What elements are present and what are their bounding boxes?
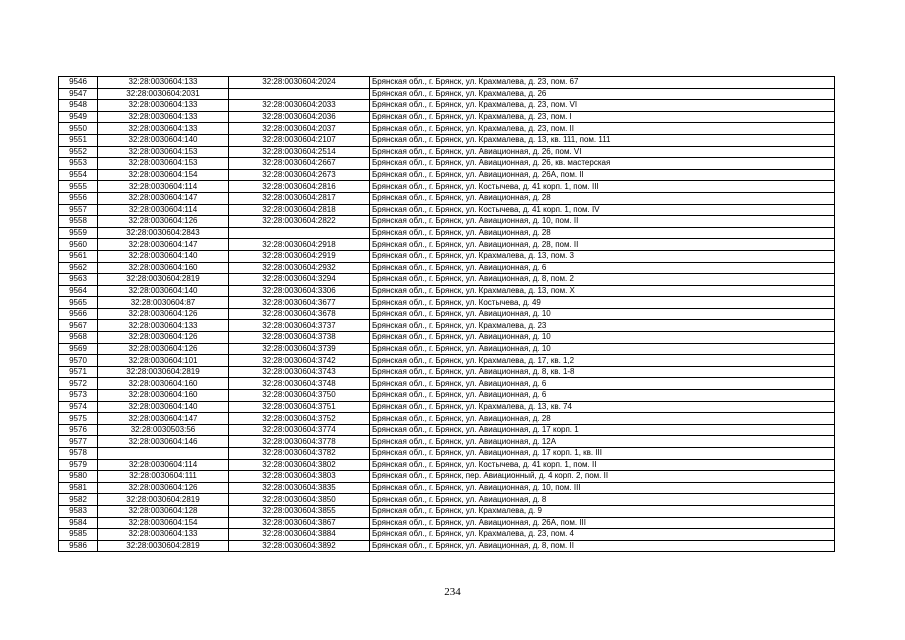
object-number-cell: 32:28:0030604:3750 [229, 390, 370, 402]
row-number-cell: 9561 [59, 250, 98, 262]
row-number-cell: 9575 [59, 413, 98, 425]
parcel-number-cell: 32:28:0030604:133 [98, 77, 229, 89]
parcel-number-cell: 32:28:0030604:87 [98, 297, 229, 309]
table-row [59, 250, 835, 262]
row-number-cell: 9559 [59, 227, 98, 239]
row-number-cell: 9564 [59, 285, 98, 297]
object-number-cell: 32:28:0030604:3803 [229, 471, 370, 483]
row-number-cell: 9586 [59, 540, 98, 552]
parcel-number-cell: 32:28:0030604:126 [98, 482, 229, 494]
table-row [59, 529, 835, 541]
table-row [59, 448, 835, 460]
row-number-cell: 9558 [59, 216, 98, 228]
address-cell: Брянская обл., г. Брянск, ул. Авиационная, д. 10, пом. III [370, 482, 835, 494]
parcel-number-cell: 32:28:0030604:101 [98, 355, 229, 367]
object-number-cell: 32:28:0030604:2667 [229, 158, 370, 170]
address-cell: Брянская обл., г. Брянск, ул. Крахмалева, д. 23 [370, 320, 835, 332]
row-number-cell: 9553 [59, 158, 98, 170]
table-row [59, 158, 835, 170]
object-number-cell: 32:28:0030604:3778 [229, 436, 370, 448]
row-number-cell: 9582 [59, 494, 98, 506]
row-number-cell: 9554 [59, 169, 98, 181]
row-number-cell: 9560 [59, 239, 98, 251]
object-number-cell: 32:28:0030604:3752 [229, 413, 370, 425]
object-number-cell: 32:28:0030604:2107 [229, 134, 370, 146]
parcel-number-cell: 32:28:0030604:140 [98, 401, 229, 413]
address-cell: Брянская обл., г. Брянск, ул. Авиационная, д. 17 корп. 1 [370, 424, 835, 436]
object-number-cell: 32:28:0030604:3855 [229, 505, 370, 517]
address-cell: Брянская обл., г. Брянск, ул. Авиационная, д. 28 [370, 413, 835, 425]
object-number-cell: 32:28:0030604:2919 [229, 250, 370, 262]
parcel-number-cell: 32:28:0030604:126 [98, 343, 229, 355]
address-cell: Брянская обл., г. Брянск, ул. Крахмалева, д. 13, пом. 3 [370, 250, 835, 262]
parcel-number-cell: 32:28:0030604:2819 [98, 494, 229, 506]
parcel-number-cell: 32:28:0030604:2819 [98, 540, 229, 552]
parcel-number-cell: 32:28:0030604:153 [98, 146, 229, 158]
parcel-number-cell: 32:28:0030604:160 [98, 378, 229, 390]
row-number-cell: 9585 [59, 529, 98, 541]
address-cell: Брянская обл., г. Брянск, ул. Авиационная, д. 8, кв. 1-8 [370, 366, 835, 378]
parcel-number-cell: 32:28:0030604:153 [98, 158, 229, 170]
object-number-cell: 32:28:0030604:3867 [229, 517, 370, 529]
object-number-cell: 32:28:0030604:2024 [229, 77, 370, 89]
address-cell: Брянская обл., г. Брянск, ул. Крахмалева, д. 23, пом. 4 [370, 529, 835, 541]
address-cell: Брянская обл., г. Брянск, ул. Авиационная, д. 26, пом. VI [370, 146, 835, 158]
table-row [59, 100, 835, 112]
table-row [59, 471, 835, 483]
table-row [59, 424, 835, 436]
parcel-number-cell: 32:28:0030604:146 [98, 436, 229, 448]
row-number-cell: 9573 [59, 390, 98, 402]
address-cell: Брянская обл., г. Брянск, ул. Крахмалева, д. 13, пом. Х [370, 285, 835, 297]
parcel-number-cell [98, 448, 229, 460]
parcel-number-cell: 32:28:0030604:128 [98, 505, 229, 517]
parcel-number-cell: 32:28:0030604:2031 [98, 88, 229, 100]
object-number-cell: 32:28:0030604:2817 [229, 192, 370, 204]
row-number-cell: 9548 [59, 100, 98, 112]
table-row [59, 494, 835, 506]
address-cell: Брянская обл., г. Брянск, ул. Костычева, д. 41 корп. 1, пом. III [370, 181, 835, 193]
registry-table [58, 76, 835, 552]
object-number-cell: 32:28:0030604:3294 [229, 274, 370, 286]
address-cell: Брянская обл., г. Брянск, ул. Авиационная, д. 6 [370, 378, 835, 390]
address-cell: Брянская обл., г. Брянск, ул. Авиационная, д. 26, кв. мастерская [370, 158, 835, 170]
row-number-cell: 9556 [59, 192, 98, 204]
parcel-number-cell: 32:28:0030604:126 [98, 332, 229, 344]
row-number-cell: 9574 [59, 401, 98, 413]
address-cell: Брянская обл., г. Брянск, ул. Крахмалева, д. 23, пом. 67 [370, 77, 835, 89]
row-number-cell: 9562 [59, 262, 98, 274]
table-row [59, 413, 835, 425]
object-number-cell: 32:28:0030604:3306 [229, 285, 370, 297]
row-number-cell: 9572 [59, 378, 98, 390]
row-number-cell: 9571 [59, 366, 98, 378]
address-cell: Брянская обл., г. Брянск, ул. Авиационная, д. 6 [370, 262, 835, 274]
row-number-cell: 9569 [59, 343, 98, 355]
object-number-cell: 32:28:0030604:3774 [229, 424, 370, 436]
row-number-cell: 9546 [59, 77, 98, 89]
row-number-cell: 9552 [59, 146, 98, 158]
table-row [59, 204, 835, 216]
table-row [59, 134, 835, 146]
table-row [59, 505, 835, 517]
object-number-cell: 32:28:0030604:3892 [229, 540, 370, 552]
parcel-number-cell: 32:28:0030604:2819 [98, 274, 229, 286]
row-number-cell: 9576 [59, 424, 98, 436]
table-row [59, 239, 835, 251]
table-row [59, 401, 835, 413]
address-cell: Брянская обл., г. Брянск, ул. Авиационная, д. 17 корп. 1, кв. III [370, 448, 835, 460]
object-number-cell: 32:28:0030604:3835 [229, 482, 370, 494]
table-row [59, 459, 835, 471]
table-row [59, 436, 835, 448]
object-number-cell: 32:28:0030604:2037 [229, 123, 370, 135]
parcel-number-cell: 32:28:0030604:154 [98, 169, 229, 181]
table-row [59, 540, 835, 552]
table-row [59, 390, 835, 402]
object-number-cell: 32:28:0030604:3782 [229, 448, 370, 460]
row-number-cell: 9581 [59, 482, 98, 494]
parcel-number-cell: 32:28:0030604:133 [98, 320, 229, 332]
address-cell: Брянская обл., г. Брянск, ул. Авиационная, д. 28, пом. II [370, 239, 835, 251]
row-number-cell: 9568 [59, 332, 98, 344]
table-row [59, 169, 835, 181]
table-row [59, 343, 835, 355]
parcel-number-cell: 32:28:0030604:140 [98, 250, 229, 262]
row-number-cell: 9583 [59, 505, 98, 517]
object-number-cell: 32:28:0030604:2932 [229, 262, 370, 274]
address-cell: Брянская обл., г. Брянск, ул. Авиационная, д. 10, пом. II [370, 216, 835, 228]
object-number-cell: 32:28:0030604:3739 [229, 343, 370, 355]
table-row [59, 216, 835, 228]
row-number-cell: 9550 [59, 123, 98, 135]
object-number-cell: 32:28:0030604:2036 [229, 111, 370, 123]
address-cell: Брянская обл., г. Брянск, ул. Крахмалева, д. 23, пом. II [370, 123, 835, 135]
table-row [59, 320, 835, 332]
address-cell: Брянская обл., г. Брянск, ул. Авиационная, д. 26А, пом. II [370, 169, 835, 181]
row-number-cell: 9567 [59, 320, 98, 332]
object-number-cell: 32:28:0030604:2822 [229, 216, 370, 228]
row-number-cell: 9584 [59, 517, 98, 529]
row-number-cell: 9563 [59, 274, 98, 286]
parcel-number-cell: 32:28:0030604:160 [98, 390, 229, 402]
object-number-cell: 32:28:0030604:3742 [229, 355, 370, 367]
address-cell: Брянская обл., г. Брянск, ул. Авиационная, д. 28 [370, 227, 835, 239]
parcel-number-cell: 32:28:0030604:114 [98, 204, 229, 216]
table-row [59, 227, 835, 239]
address-cell: Брянская обл., г. Брянск, ул. Крахмалева, д. 26 [370, 88, 835, 100]
object-number-cell: 32:28:0030604:3884 [229, 529, 370, 541]
address-cell: Брянская обл., г. Брянск, ул. Авиационная, д. 8, пом. II [370, 540, 835, 552]
row-number-cell: 9579 [59, 459, 98, 471]
row-number-cell: 9565 [59, 297, 98, 309]
parcel-number-cell: 32:28:0030604:140 [98, 134, 229, 146]
table-row [59, 181, 835, 193]
address-cell: Брянская обл., г. Брянск, ул. Авиационная, д. 10 [370, 343, 835, 355]
table-row [59, 482, 835, 494]
parcel-number-cell: 32:28:0030604:133 [98, 529, 229, 541]
row-number-cell: 9570 [59, 355, 98, 367]
address-cell: Брянская обл., г. Брянск, ул. Авиационная, д. 6 [370, 390, 835, 402]
address-cell: Брянская обл., г. Брянск, ул. Авиационная, д. 12А [370, 436, 835, 448]
row-number-cell: 9549 [59, 111, 98, 123]
address-cell: Брянская обл., г. Брянск, ул. Авиационная, д. 8 [370, 494, 835, 506]
row-number-cell: 9577 [59, 436, 98, 448]
parcel-number-cell: 32:28:0030604:114 [98, 181, 229, 193]
page-number: 234 [444, 586, 461, 598]
row-number-cell: 9580 [59, 471, 98, 483]
address-cell: Брянская обл., г. Брянск, ул. Костычева, д. 41 корп. 1, пом. II [370, 459, 835, 471]
parcel-number-cell: 32:28:0030604:147 [98, 413, 229, 425]
address-cell: Брянская обл., г. Брянск, ул. Крахмалева, д. 23, пом. VI [370, 100, 835, 112]
parcel-number-cell: 32:28:0030604:154 [98, 517, 229, 529]
parcel-number-cell: 32:28:0030604:147 [98, 192, 229, 204]
address-cell: Брянская обл., г. Брянск, ул. Авиационная, д. 26А, пом. III [370, 517, 835, 529]
parcel-number-cell: 32:28:0030604:2843 [98, 227, 229, 239]
parcel-number-cell: 32:28:0030604:140 [98, 285, 229, 297]
table-row [59, 123, 835, 135]
row-number-cell: 9551 [59, 134, 98, 146]
parcel-number-cell: 32:28:0030604:126 [98, 308, 229, 320]
object-number-cell: 32:28:0030604:2033 [229, 100, 370, 112]
address-cell: Брянская обл., г. Брянск, ул. Крахмалева, д. 13, кв. 74 [370, 401, 835, 413]
object-number-cell: 32:28:0030604:3802 [229, 459, 370, 471]
address-cell: Брянская обл., г. Брянск, ул. Авиационная, д. 10 [370, 308, 835, 320]
table-row [59, 262, 835, 274]
parcel-number-cell: 32:28:0030604:133 [98, 111, 229, 123]
table-row [59, 88, 835, 100]
object-number-cell [229, 88, 370, 100]
table-row [59, 297, 835, 309]
object-number-cell: 32:28:0030604:2673 [229, 169, 370, 181]
table-row [59, 111, 835, 123]
object-number-cell: 32:28:0030604:3738 [229, 332, 370, 344]
table-row [59, 366, 835, 378]
table-row [59, 285, 835, 297]
address-cell: Брянская обл., г. Брянск, ул. Костычева, д. 41 корп. 1, пом. IV [370, 204, 835, 216]
object-number-cell: 32:28:0030604:3743 [229, 366, 370, 378]
table-row [59, 517, 835, 529]
row-number-cell: 9566 [59, 308, 98, 320]
row-number-cell: 9578 [59, 448, 98, 460]
object-number-cell: 32:28:0030604:2918 [229, 239, 370, 251]
row-number-cell: 9555 [59, 181, 98, 193]
object-number-cell: 32:28:0030604:3751 [229, 401, 370, 413]
table-row [59, 274, 835, 286]
object-number-cell: 32:28:0030604:2514 [229, 146, 370, 158]
parcel-number-cell: 32:28:0030604:2819 [98, 366, 229, 378]
object-number-cell: 32:28:0030604:3850 [229, 494, 370, 506]
parcel-number-cell: 32:28:0030604:147 [98, 239, 229, 251]
object-number-cell: 32:28:0030604:3748 [229, 378, 370, 390]
parcel-number-cell: 32:28:0030503:56 [98, 424, 229, 436]
parcel-number-cell: 32:28:0030604:133 [98, 123, 229, 135]
parcel-number-cell: 32:28:0030604:126 [98, 216, 229, 228]
table-row [59, 355, 835, 367]
table-row [59, 308, 835, 320]
table-row [59, 192, 835, 204]
table-row [59, 332, 835, 344]
object-number-cell: 32:28:0030604:2818 [229, 204, 370, 216]
table-row [59, 378, 835, 390]
registry-table-body [59, 77, 835, 552]
address-cell: Брянская обл., г. Брянск, ул. Крахмалева, д. 23, пом. I [370, 111, 835, 123]
parcel-number-cell: 32:28:0030604:114 [98, 459, 229, 471]
row-number-cell: 9557 [59, 204, 98, 216]
table-row [59, 77, 835, 89]
address-cell: Брянская обл., г. Брянск, ул. Костычева, д. 49 [370, 297, 835, 309]
parcel-number-cell: 32:28:0030604:160 [98, 262, 229, 274]
address-cell: Брянская обл., г. Брянск, ул. Крахмалева, д. 17, кв. 1,2 [370, 355, 835, 367]
address-cell: Брянская обл., г. Брянск, ул. Авиационная, д. 10 [370, 332, 835, 344]
object-number-cell: 32:28:0030604:3737 [229, 320, 370, 332]
address-cell: Брянская обл., г. Брянск, ул. Авиационная, д. 28 [370, 192, 835, 204]
table-row [59, 146, 835, 158]
address-cell: Брянская обл., г. Брянск, ул. Авиационная, д. 8, пом. 2 [370, 274, 835, 286]
address-cell: Брянская обл., г. Брянск, ул. Крахмалева, д. 9 [370, 505, 835, 517]
row-number-cell: 9547 [59, 88, 98, 100]
address-cell: Брянская обл., г. Брянск, ул. Крахмалева, д. 13, кв. 111, пом. 111 [370, 134, 835, 146]
object-number-cell: 32:28:0030604:3677 [229, 297, 370, 309]
object-number-cell [229, 227, 370, 239]
parcel-number-cell: 32:28:0030604:133 [98, 100, 229, 112]
object-number-cell: 32:28:0030604:3678 [229, 308, 370, 320]
address-cell: Брянская обл., г. Брянск, пер. Авиационный, д. 4 корп. 2, пом. II [370, 471, 835, 483]
object-number-cell: 32:28:0030604:2816 [229, 181, 370, 193]
parcel-number-cell: 32:28:0030604:111 [98, 471, 229, 483]
